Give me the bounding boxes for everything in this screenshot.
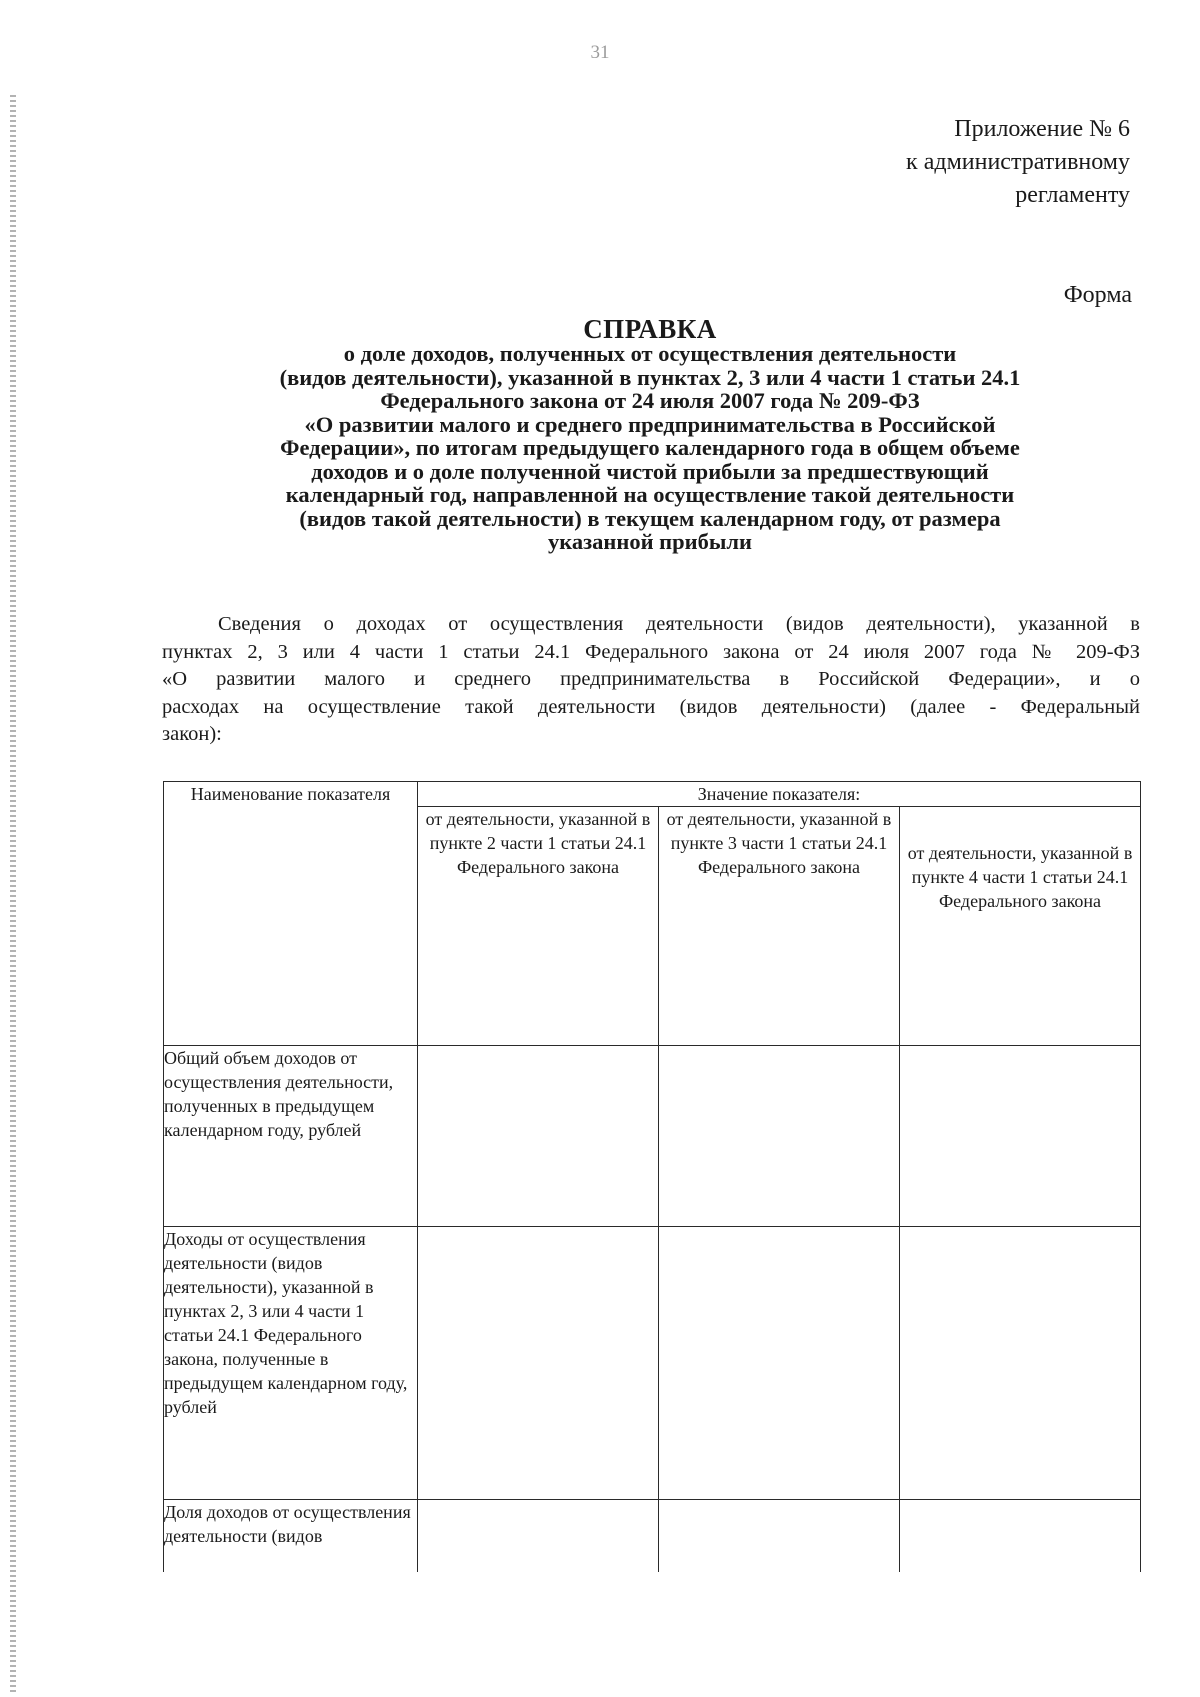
intro-line: «О развитии малого и среднего предпринимательства в Российской Федерации», и о <box>162 668 1140 690</box>
form-label: Форма <box>1063 282 1132 308</box>
indicators-table <box>163 781 1141 1572</box>
subtitle-line: доходов и о доле полученной чистой прибыли за предшествующий <box>311 458 989 484</box>
column-header-item-2: от деятельности, указанной в пункте 2 части 1 статьи 24.1 Федерального закона <box>418 807 659 1046</box>
indicator-value-header: Значение показателя: <box>418 782 1141 807</box>
subtitle-line: о доле доходов, полученных от осуществления деятельности <box>343 341 957 366</box>
value-cell[interactable] <box>659 1500 900 1573</box>
appendix-line: Приложение № 6 <box>954 116 1130 142</box>
appendix-reference <box>906 113 1130 212</box>
document-title: СПРАВКА <box>583 314 717 344</box>
table-row <box>164 1046 1141 1227</box>
column-header-item-4: от деятельности, указанной в пункте 4 части 1 статьи 24.1 Федерального закона <box>900 807 1141 1046</box>
intro-paragraph <box>162 611 1140 749</box>
appendix-line: регламенту <box>1015 182 1130 208</box>
appendix-line: к административному <box>906 149 1130 175</box>
subtitle-line: (видов такой деятельности) в текущем календарном году, от размера <box>299 505 1001 531</box>
table-row <box>164 1227 1141 1500</box>
row-label: Общий объем доходов от осуществления деятельности, полученных в предыдущем календарном году, рублей <box>164 1046 418 1227</box>
row-label: Доходы от осуществления деятельности (видов деятельности), указанной в пунктах 2, 3 или 4 части 1 статьи 24.1 Федерального закона, полученные в предыдущем календарном году, рублей <box>164 1227 418 1500</box>
subtitle-line: (видов деятельности), указанной в пунктах 2, 3 или 4 части 1 статьи 24.1 <box>279 364 1021 390</box>
table-row <box>164 1500 1141 1573</box>
subtitle-line: Федерального закона от 24 июля 2007 года № 209-ФЗ <box>380 388 920 413</box>
intro-line: закон): <box>162 723 222 745</box>
value-cell[interactable] <box>418 1227 659 1500</box>
row-label-text: Доля доходов от осуществления деятельности (видов <box>164 1502 411 1546</box>
value-cell[interactable] <box>900 1046 1141 1227</box>
value-cell[interactable] <box>900 1500 1141 1573</box>
intro-line: расходах на осуществление такой деятельности (видов деятельности) (далее - Федеральный <box>162 695 1140 718</box>
intro-line <box>162 611 1140 639</box>
subtitle-line: Федерации», по итогам предыдущего календарного года в общем объеме <box>280 435 1020 460</box>
indicator-name-header: Наименование показателя <box>164 782 418 1046</box>
column-header-item-3: от деятельности, указанной в пункте 3 части 1 статьи 24.1 Федерального закона <box>659 807 900 1046</box>
intro-line: пунктах 2, 3 или 4 части 1 статьи 24.1 Федерального закона от 24 июля 2007 года № 209-ФЗ <box>162 640 1140 663</box>
scan-edge-artifact <box>10 95 16 1695</box>
row-label <box>164 1500 418 1573</box>
document-subtitle <box>160 342 1140 554</box>
value-cell[interactable] <box>659 1046 900 1227</box>
subtitle-line: календарный год, направленной на осуществление такой деятельности <box>285 482 1015 507</box>
page-number: 31 <box>590 42 610 63</box>
value-cell[interactable] <box>659 1227 900 1500</box>
subtitle-line: указанной прибыли <box>547 529 753 554</box>
value-cell[interactable] <box>418 1046 659 1227</box>
intro-line-text: Сведения о доходах от осуществления деятельности (видов деятельности), указанной в <box>218 613 1140 635</box>
value-cell[interactable] <box>418 1500 659 1573</box>
value-cell[interactable] <box>900 1227 1141 1500</box>
subtitle-line: «О развитии малого и среднего предпринимательства в Российской <box>304 411 996 437</box>
